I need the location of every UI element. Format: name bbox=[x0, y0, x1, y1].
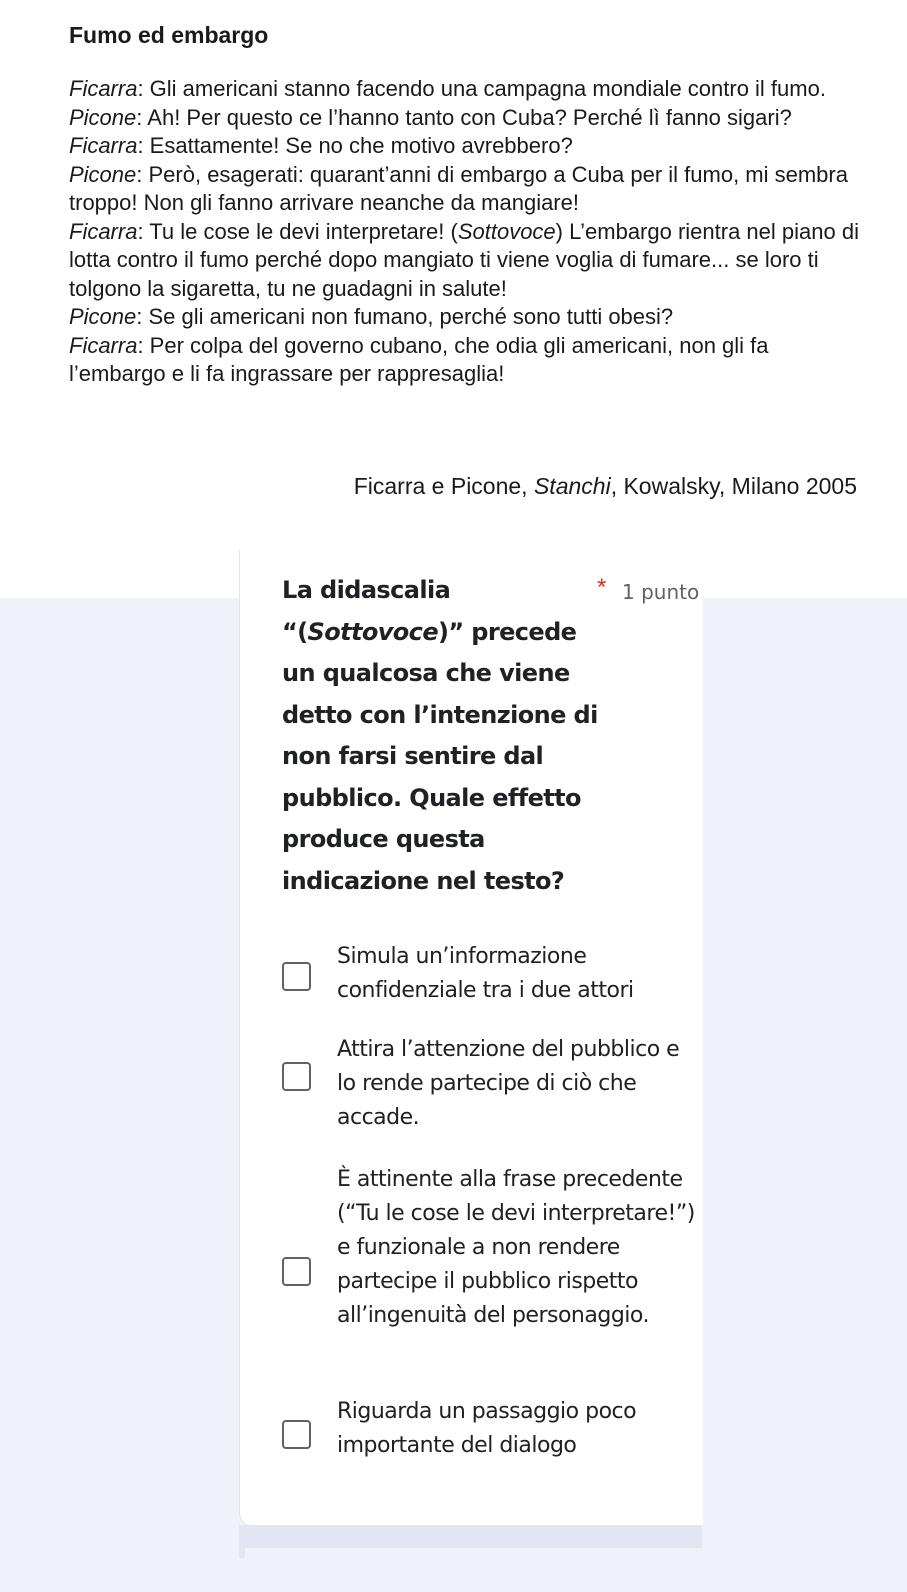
next-card-edge bbox=[239, 1525, 702, 1548]
dialogue-line bbox=[69, 303, 859, 332]
speaker-name: Picone bbox=[69, 104, 137, 130]
dialogue-text: ) L’embargo rientra nel piano di lotta contro il fumo perché dopo mangiato ti viene voglia di fumare... se loro ti tolgono la sigaretta, tu ne guadagni in salute! bbox=[69, 218, 859, 301]
dialogue-text: : Però, esagerati: quarant’anni di embargo a Cuba per il fumo, mi sembra troppo! Non gli fanno arrivare neanche da mangiare! bbox=[69, 161, 848, 215]
dialogue-line bbox=[69, 75, 859, 104]
dialogue bbox=[69, 75, 859, 389]
required-asterisk: * bbox=[597, 574, 607, 601]
dialogue-text: : Esattamente! Se no che motivo avrebbero? bbox=[137, 133, 573, 158]
citation-book-title: Stanchi bbox=[533, 473, 611, 499]
dialogue-line bbox=[69, 332, 859, 389]
stage-direction: Sottovoce bbox=[457, 218, 556, 244]
option-label[interactable]: Simula un’informazione confidenziale tra i due attori bbox=[337, 944, 634, 1003]
question-title bbox=[282, 570, 602, 902]
dialogue-text: : Ah! Per questo ce l’hanno tanto con Cuba? Perché lì fanno sigari? bbox=[136, 104, 792, 130]
option-checkbox[interactable] bbox=[282, 1257, 311, 1286]
dialogue-text: : Tu le cose le devi interpretare! ( bbox=[137, 218, 458, 244]
dialogue-line bbox=[69, 132, 859, 161]
speaker-name: Ficarra bbox=[69, 218, 138, 244]
speaker-name: Ficarra bbox=[69, 332, 138, 358]
dialogue-line bbox=[69, 161, 859, 218]
dialogue-text: : Gli americani stanno facendo una campagna mondiale contro il fumo. bbox=[137, 76, 826, 101]
dialogue-line bbox=[69, 218, 859, 304]
option-checkbox[interactable] bbox=[282, 1062, 311, 1091]
reading-passage bbox=[69, 19, 859, 389]
citation-publisher: , Kowalsky, Milano 2005 bbox=[610, 473, 857, 499]
source-citation bbox=[354, 470, 857, 502]
speaker-name: Picone bbox=[69, 161, 137, 187]
question-points: 1 punto bbox=[622, 580, 700, 604]
passage-title: Fumo ed embargo bbox=[69, 22, 269, 48]
option-checkbox[interactable] bbox=[282, 962, 311, 991]
next-card-edge-corner bbox=[239, 1548, 245, 1558]
option-label[interactable]: È attinente alla frase precedente (“Tu le cose le devi interpretare!”) e funzionale a non rendere partecipe il pubblico rispetto all’ingenuità del personaggio. bbox=[337, 1167, 695, 1328]
option-checkbox[interactable] bbox=[282, 1420, 311, 1449]
option-label[interactable]: Attira l’attenzione del pubblico e lo rende partecipe di ciò che accade. bbox=[337, 1037, 680, 1130]
citation-authors: Ficarra e Picone, bbox=[353, 473, 534, 499]
speaker-name: Ficarra bbox=[69, 133, 138, 158]
question-italic-text: Sottovoce bbox=[307, 617, 438, 646]
option-label[interactable]: Riguarda un passaggio poco importante del dialogo bbox=[337, 1399, 637, 1458]
dialogue-text: : Se gli americani non fumano, perché sono tutti obesi? bbox=[136, 304, 674, 329]
speaker-name: Ficarra bbox=[69, 76, 138, 101]
speaker-name: Picone bbox=[69, 304, 137, 329]
question-text: )” precede un qualcosa che viene detto con l’intenzione di non farsi sentire dal pubblico. Quale effetto produce questa indicazione nel testo? bbox=[282, 617, 598, 895]
question-text: La didascalia “( bbox=[282, 576, 451, 646]
dialogue-line bbox=[69, 104, 859, 133]
dialogue-text: : Per colpa del governo cubano, che odia gli americani, non gli fa l’embargo e li fa ingrassare per rappresaglia! bbox=[69, 332, 769, 386]
